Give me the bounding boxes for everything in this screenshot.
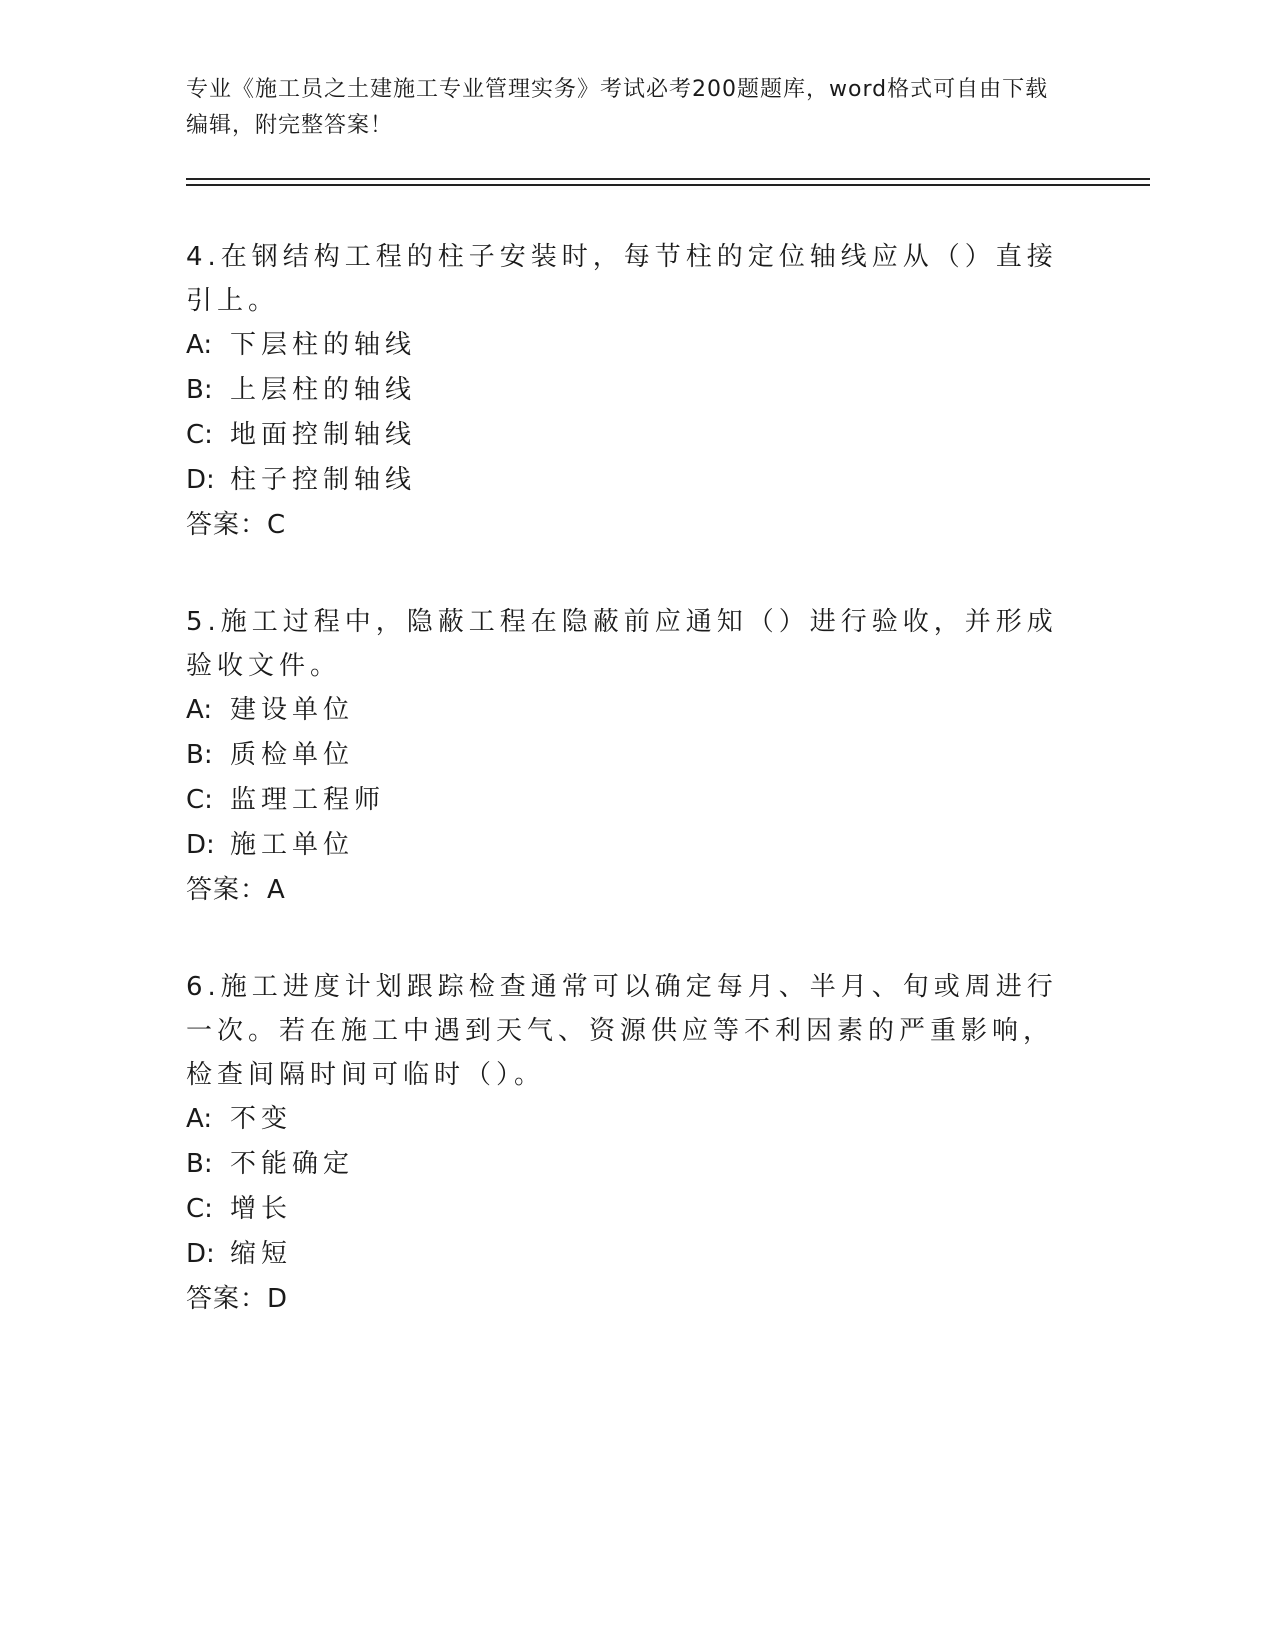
option-a [186,1097,1066,1142]
option-text: 建设单位 [230,695,355,725]
option-letter: C: [186,785,213,815]
option-b [186,1142,1066,1187]
option-text: 不变 [230,1104,293,1134]
answer-line: 答案：A [186,875,286,905]
option-a [186,323,1066,368]
question-block [186,965,1066,1322]
option-text: 下层柱的轴线 [230,330,417,360]
option-text: 监理工程师 [230,785,386,815]
option-c [186,778,1066,823]
option-letter: D: [186,465,215,495]
document-header: 专业《施工员之土建施工专业管理实务》考试必考200题题库，word格式可自由下载编辑，附完整答案！ [186,77,1049,138]
option-letter: A: [186,1104,213,1134]
option-letter: B: [186,375,213,405]
option-letter: B: [186,740,213,770]
option-text: 不能确定 [230,1149,355,1179]
option-d [186,458,1066,503]
option-c [186,1187,1066,1232]
option-text: 缩短 [230,1239,293,1269]
question-block [186,600,1066,913]
option-d [186,823,1066,868]
option-letter: C: [186,420,213,450]
question-block [186,235,1066,548]
answer-line: 答案：C [186,510,287,540]
option-text: 柱子控制轴线 [230,465,417,495]
option-d [186,1232,1066,1277]
option-text: 增长 [230,1194,293,1224]
option-letter: C: [186,1194,213,1224]
question-stem: 5.施工过程中，隐蔽工程在隐蔽前应通知（）进行验收，并形成验收文件。 [186,607,1058,681]
option-letter: D: [186,1239,215,1269]
header-divider [186,178,1150,186]
answer-line: 答案：D [186,1284,289,1314]
option-text: 质检单位 [230,740,355,770]
option-b [186,368,1066,413]
option-letter: A: [186,330,213,360]
question-stem: 6.施工进度计划跟踪检查通常可以确定每月、半月、旬或周进行一次。若在施工中遇到天气、资源供应等不利因素的严重影响，检查间隔时间可临时（）。 [186,972,1058,1090]
option-c [186,413,1066,458]
option-letter: D: [186,830,215,860]
option-a [186,688,1066,733]
option-letter: B: [186,1149,213,1179]
question-stem: 4.在钢结构工程的柱子安装时，每节柱的定位轴线应从（）直接引上。 [186,242,1058,316]
option-text: 施工单位 [230,830,355,860]
option-text: 上层柱的轴线 [230,375,417,405]
option-text: 地面控制轴线 [230,420,417,450]
option-b [186,733,1066,778]
option-letter: A: [186,695,213,725]
